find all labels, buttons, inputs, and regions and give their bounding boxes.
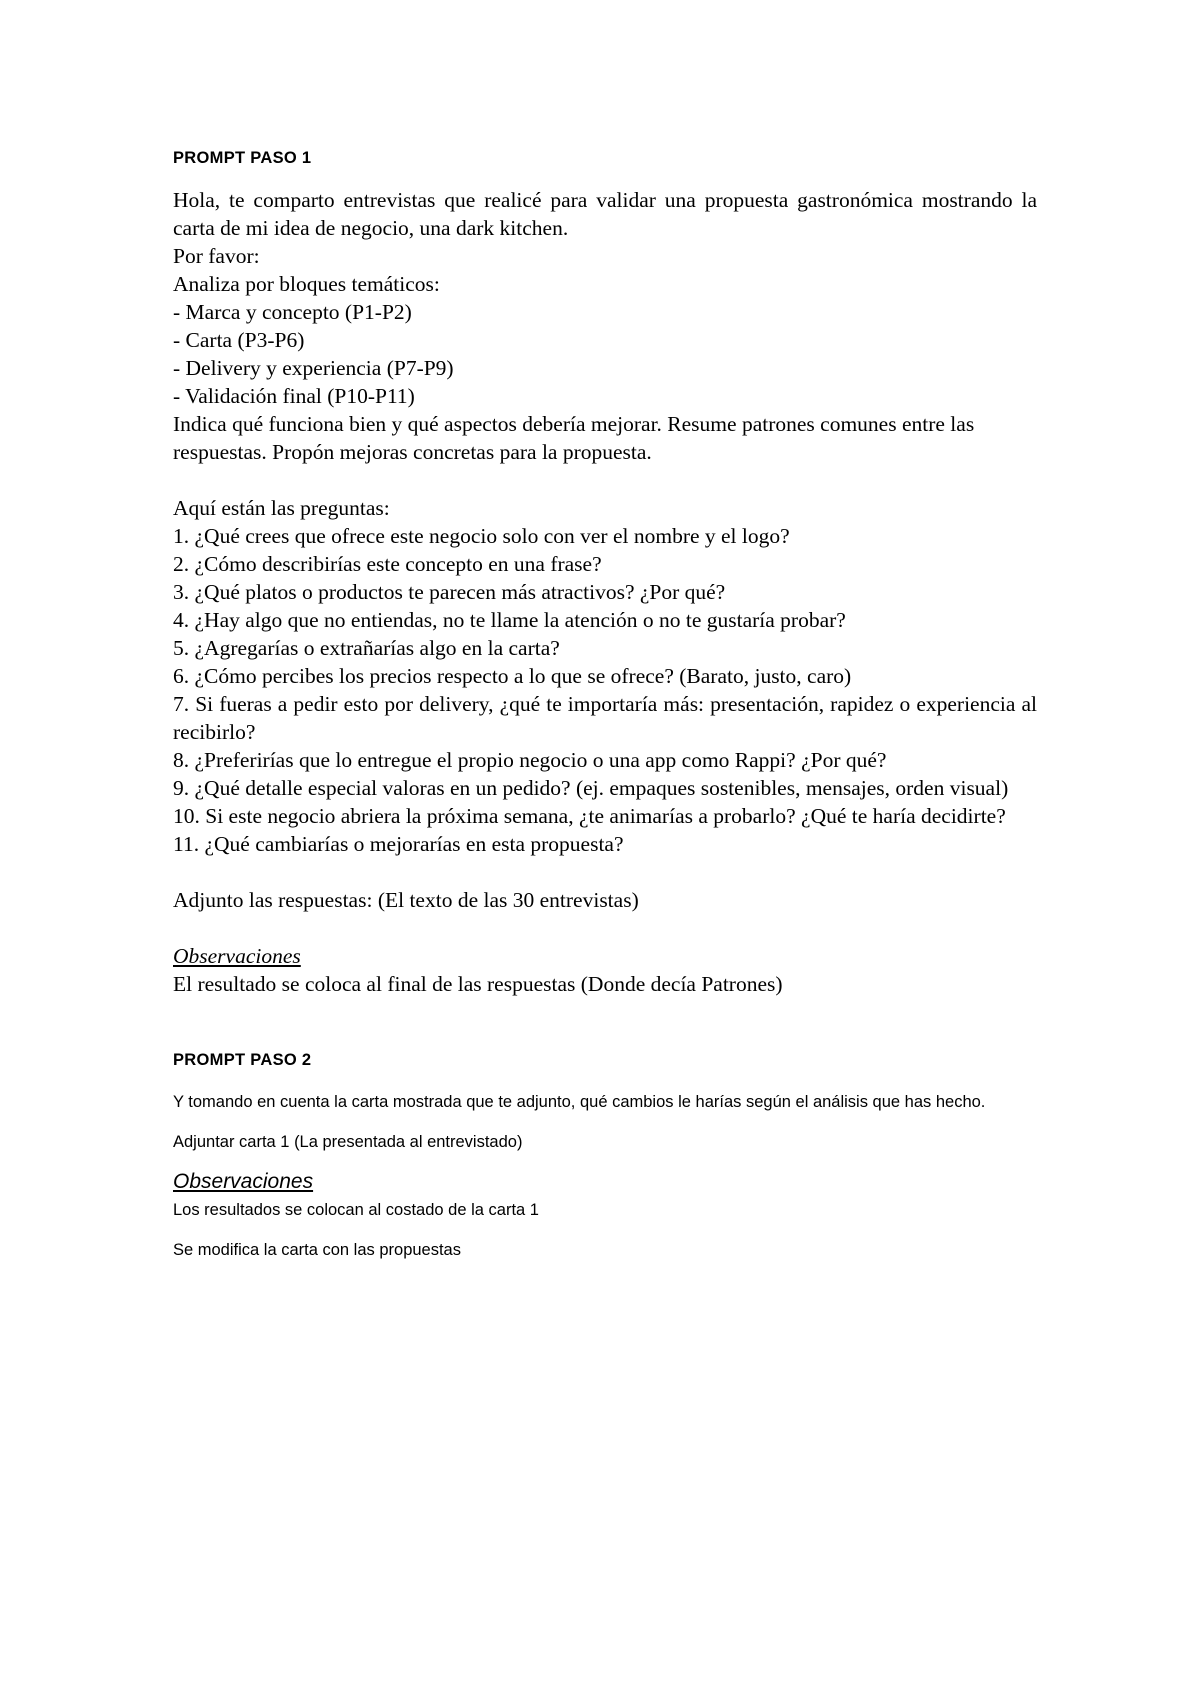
question-item: 10. Si este negocio abriera la próxima semana, ¿te animarías a probarlo? ¿Qué te haría decidirte?	[173, 804, 1006, 828]
step1-heading: PROMPT PASO 1	[173, 149, 312, 167]
step2-observations-label: Observaciones	[173, 1170, 314, 1193]
step1-body	[173, 186, 1037, 998]
question-item: 3. ¿Qué platos o productos te parecen más atractivos? ¿Por qué?	[173, 580, 726, 604]
question-item: 8. ¿Preferirías que lo entregue el propio negocio o una app como Rappi? ¿Por qué?	[173, 748, 887, 772]
step1-attach: Adjunto las respuestas: (El texto de las 30 entrevistas)	[173, 888, 639, 912]
step1-please: Por favor:	[173, 244, 260, 268]
step1-observations-label: Observaciones	[173, 944, 301, 968]
question-item: 2. ¿Cómo describirías este concepto en una frase?	[173, 552, 602, 576]
question-item: 5. ¿Agregarías o extrañarías algo en la carta?	[173, 636, 560, 660]
question-item: 4. ¿Hay algo que no entiendas, no te llame la atención o no te gustaría probar?	[173, 608, 846, 632]
block-item: - Delivery y experiencia (P7-P9)	[173, 356, 454, 380]
questions-intro: Aquí están las preguntas:	[173, 496, 390, 520]
step2-heading: PROMPT PASO 2	[173, 1051, 312, 1069]
step1-instructions: Indica qué funciona bien y qué aspectos debería mejorar. Resume patrones comunes entre las respuestas. Propón mejoras concretas para la propuesta.	[173, 412, 975, 464]
step1-observations-text: El resultado se coloca al final de las respuestas (Donde decía Patrones)	[173, 972, 783, 996]
question-item: 9. ¿Qué detalle especial valoras en un pedido? (ej. empaques sostenibles, mensajes, orden visual)	[173, 776, 1009, 800]
step1-analyze: Analiza por bloques temáticos:	[173, 272, 440, 296]
step1-intro: Hola, te comparto entrevistas que realicé para validar una propuesta gastronómica mostrando la carta de mi idea de negocio, una dark kitchen.	[173, 188, 1037, 240]
question-item: 7. Si fueras a pedir esto por delivery, ¿qué te importaría más: presentación, rapidez o experiencia al recibirlo?	[173, 692, 1037, 744]
step2-observation-line: Se modifica la carta con las propuestas	[173, 1241, 461, 1259]
step2-attach: Adjuntar carta 1 (La presentada al entrevistado)	[173, 1133, 523, 1151]
block-item: - Validación final (P10-P11)	[173, 384, 415, 408]
question-item: 6. ¿Cómo percibes los precios respecto a lo que se ofrece? (Barato, justo, caro)	[173, 664, 852, 688]
step2-body	[173, 1088, 1037, 1264]
step2-prompt: Y tomando en cuenta la carta mostrada que te adjunto, qué cambios le harías según el análisis que has hecho.	[173, 1093, 986, 1111]
question-item: 11. ¿Qué cambiarías o mejorarías en esta propuesta?	[173, 832, 624, 856]
block-item: - Marca y concepto (P1-P2)	[173, 300, 412, 324]
document-page	[173, 138, 1037, 1264]
question-item: 1. ¿Qué crees que ofrece este negocio solo con ver el nombre y el logo?	[173, 524, 790, 548]
step2-observation-line: Los resultados se colocan al costado de la carta 1	[173, 1201, 539, 1219]
block-item: - Carta (P3-P6)	[173, 328, 305, 352]
